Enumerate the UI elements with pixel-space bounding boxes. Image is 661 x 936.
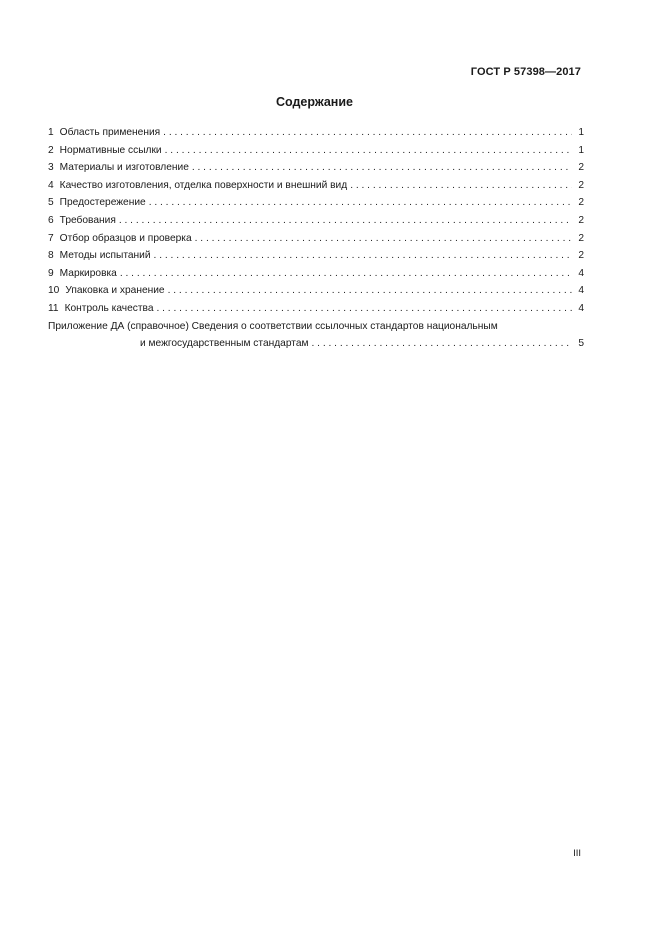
toc-item[interactable] <box>48 212 584 230</box>
toc-title: Содержание <box>275 95 353 109</box>
toc-leader-dots <box>146 194 572 212</box>
toc-leader-dots <box>116 212 572 230</box>
toc-item-page: 2 <box>578 162 584 174</box>
toc-item-number: 3 <box>48 162 54 174</box>
toc-item[interactable] <box>48 230 584 248</box>
toc-leader-dots <box>117 265 572 283</box>
toc-item-number: 1 <box>48 127 54 138</box>
toc-item-number: 6 <box>48 214 54 226</box>
toc-item[interactable] <box>48 282 584 300</box>
toc-leader-dots <box>309 335 572 353</box>
toc-appendix-page: 5 <box>578 338 584 350</box>
toc-item-page: 2 <box>578 214 584 226</box>
toc-item-page: 1 <box>578 127 584 138</box>
toc-leader-dots <box>153 300 572 318</box>
document-code: ГОСТ Р 57398—2017 <box>470 66 581 78</box>
toc-item-label: Упаковка и хранение <box>65 285 165 297</box>
toc-leader-dots <box>189 159 572 177</box>
toc-leader-dots <box>151 247 572 265</box>
toc-item-number: 4 <box>48 179 54 191</box>
toc-item-label: Отбор образцов и проверка <box>59 232 192 244</box>
toc-item-label: Нормативные ссылки <box>59 144 162 156</box>
toc-leader-dots <box>192 230 572 248</box>
toc-item-page: 2 <box>578 250 584 262</box>
toc-item-label: Область применения <box>59 127 161 138</box>
toc-item-number: 9 <box>48 267 54 279</box>
toc-item-number: 2 <box>48 144 54 156</box>
toc-item-number: 11 <box>48 302 59 314</box>
table-of-contents <box>48 124 584 353</box>
toc-item[interactable] <box>48 265 584 283</box>
toc-item-page: 2 <box>578 197 584 209</box>
toc-item-number: 7 <box>48 232 54 244</box>
toc-appendix-title: Приложение ДА (справочное) Сведения о соответствии ссылочных стандартов национальным <box>48 320 498 332</box>
toc-item[interactable] <box>48 159 584 177</box>
toc-appendix-continuation <box>48 335 584 353</box>
toc-item-label: Предостережение <box>59 197 146 209</box>
toc-item-page: 4 <box>578 267 584 279</box>
toc-item[interactable] <box>48 142 584 160</box>
toc-item[interactable] <box>48 300 584 318</box>
toc-item-page: 1 <box>578 144 584 156</box>
toc-leader-dots <box>165 282 572 300</box>
toc-item-number: 10 <box>48 285 60 297</box>
toc-item[interactable] <box>48 247 584 265</box>
toc-item-label: Маркировка <box>59 267 117 279</box>
toc-item-label: Методы испытаний <box>59 250 151 262</box>
toc-item[interactable] <box>48 177 584 195</box>
toc-item-label: Качество изготовления, отделка поверхности и внешний вид <box>59 179 348 191</box>
toc-leader-dots <box>347 177 572 195</box>
toc-appendix[interactable] <box>48 318 584 353</box>
toc-item-number: 5 <box>48 197 54 209</box>
page-number: III <box>573 848 581 859</box>
toc-item[interactable] <box>48 194 584 212</box>
toc-item-label: Материалы и изготовление <box>59 162 189 174</box>
toc-item-label: Контроль качества <box>64 302 154 314</box>
toc-item-page: 2 <box>578 232 584 244</box>
toc-leader-dots <box>160 124 572 142</box>
toc-item-page: 4 <box>578 302 584 314</box>
toc-item-page: 4 <box>578 285 584 297</box>
toc-appendix-label: и межгосударственным стандартам <box>140 338 309 350</box>
toc-leader-dots <box>162 142 572 160</box>
toc-item[interactable] <box>48 124 584 142</box>
toc-item-page: 2 <box>578 179 584 191</box>
toc-item-number: 8 <box>48 250 54 262</box>
toc-item-label: Требования <box>59 214 116 226</box>
